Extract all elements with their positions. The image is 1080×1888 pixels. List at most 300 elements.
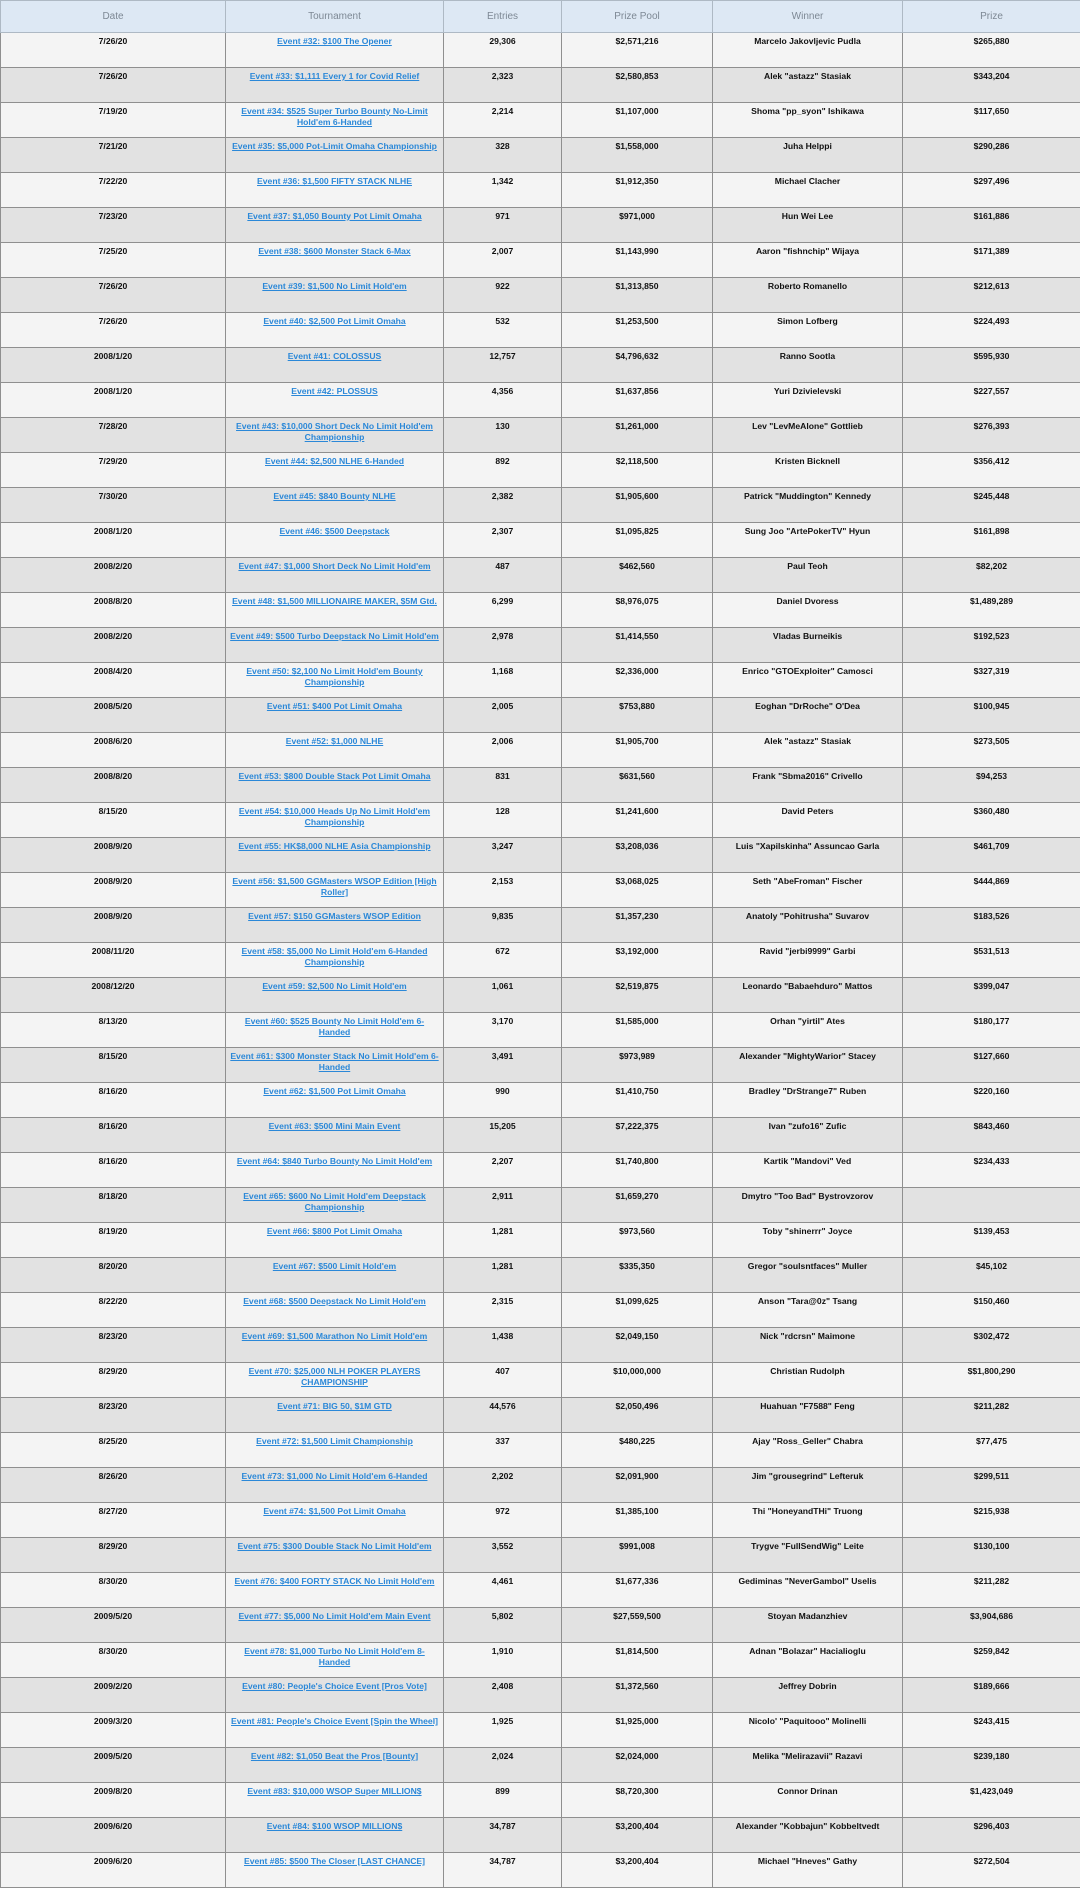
entries-cell: 2,207 xyxy=(444,1153,562,1188)
winner-cell: Stoyan Madanzhiev xyxy=(713,1608,903,1643)
table-row xyxy=(1,908,1080,943)
entries-cell: 15,205 xyxy=(444,1118,562,1153)
prize-cell: $843,460 xyxy=(903,1118,1080,1153)
table-row xyxy=(1,803,1080,838)
column-header-entries[interactable]: Entries xyxy=(444,1,562,33)
tournament-link[interactable]: Event #54: $10,000 Heads Up No Limit Hold'em Championship xyxy=(239,806,430,827)
prize-cell: $234,433 xyxy=(903,1153,1080,1188)
entries-cell: 2,214 xyxy=(444,103,562,138)
prize-cell: $215,938 xyxy=(903,1503,1080,1538)
prize-pool-cell: $1,095,825 xyxy=(562,523,713,558)
tournament-link[interactable]: Event #74: $1,500 Pot Limit Omaha xyxy=(263,1506,405,1516)
table-row xyxy=(1,68,1080,103)
date-cell: 2008/9/20 xyxy=(1,838,226,873)
prize-pool-cell: $1,372,560 xyxy=(562,1678,713,1713)
table-row xyxy=(1,1538,1080,1573)
prize-pool-cell: $2,571,216 xyxy=(562,33,713,68)
prize-pool-cell: $1,414,550 xyxy=(562,628,713,663)
prize-pool-cell: $2,118,500 xyxy=(562,453,713,488)
entries-cell: 3,170 xyxy=(444,1013,562,1048)
prize-pool-cell: $2,091,900 xyxy=(562,1468,713,1503)
winner-cell: Vladas Burneikis xyxy=(713,628,903,663)
tournament-cell xyxy=(226,1363,444,1398)
winner-cell: Alek "astazz" Stasiak xyxy=(713,68,903,103)
tournament-link[interactable]: Event #53: $800 Double Stack Pot Limit Omaha xyxy=(239,771,431,781)
tournament-cell xyxy=(226,1818,444,1853)
prize-cell: $531,513 xyxy=(903,943,1080,978)
table-row xyxy=(1,558,1080,593)
tournament-cell xyxy=(226,33,444,68)
entries-cell: 3,552 xyxy=(444,1538,562,1573)
winner-cell: Kristen Bicknell xyxy=(713,453,903,488)
winner-cell: Gediminas "NeverGambol" Uselis xyxy=(713,1573,903,1608)
winner-cell: Trygve "FullSendWig" Leite xyxy=(713,1538,903,1573)
date-cell: 2008/12/20 xyxy=(1,978,226,1013)
tournament-cell xyxy=(226,768,444,803)
date-cell: 2008/1/20 xyxy=(1,348,226,383)
date-cell: 8/16/20 xyxy=(1,1083,226,1118)
prize-pool-cell: $1,261,000 xyxy=(562,418,713,453)
winner-cell: Dmytro "Too Bad" Bystrovzorov xyxy=(713,1188,903,1223)
prize-pool-cell: $1,143,990 xyxy=(562,243,713,278)
date-cell: 8/27/20 xyxy=(1,1503,226,1538)
winner-cell: Lev "LevMeAlone" Gottlieb xyxy=(713,418,903,453)
tournament-cell xyxy=(226,803,444,838)
entries-cell: 1,281 xyxy=(444,1258,562,1293)
table-row xyxy=(1,943,1080,978)
tournament-link[interactable]: Event #58: $5,000 No Limit Hold'em 6-Handed Championship xyxy=(242,946,428,967)
tournament-cell xyxy=(226,1118,444,1153)
tournament-link[interactable]: Event #40: $2,500 Pot Limit Omaha xyxy=(263,316,405,326)
date-cell: 2008/2/20 xyxy=(1,558,226,593)
table-row xyxy=(1,1818,1080,1853)
prize-pool-cell: $3,192,000 xyxy=(562,943,713,978)
prize-pool-cell: $1,740,800 xyxy=(562,1153,713,1188)
tournament-link[interactable]: Event #83: $10,000 WSOP Super MILLION$ xyxy=(247,1786,421,1796)
tournament-link[interactable]: Event #56: $1,500 GGMasters WSOP Edition [High Roller] xyxy=(232,876,436,897)
entries-cell: 407 xyxy=(444,1363,562,1398)
winner-cell: Alek "astazz" Stasiak xyxy=(713,733,903,768)
winner-cell: Jeffrey Dobrin xyxy=(713,1678,903,1713)
entries-cell: 1,061 xyxy=(444,978,562,1013)
prize-pool-cell: $2,336,000 xyxy=(562,663,713,698)
prize-pool-cell: $1,814,500 xyxy=(562,1643,713,1678)
prize-cell: $259,842 xyxy=(903,1643,1080,1678)
prize-cell: $265,880 xyxy=(903,33,1080,68)
date-cell: 7/30/20 xyxy=(1,488,226,523)
prize-pool-cell: $3,068,025 xyxy=(562,873,713,908)
winner-cell: Connor Drinan xyxy=(713,1783,903,1818)
entries-cell: 2,382 xyxy=(444,488,562,523)
tournament-link[interactable]: Event #78: $1,000 Turbo No Limit Hold'em 8-Handed xyxy=(244,1646,425,1667)
entries-cell: 5,802 xyxy=(444,1608,562,1643)
prize-pool-cell: $1,099,625 xyxy=(562,1293,713,1328)
prize-cell: $77,475 xyxy=(903,1433,1080,1468)
date-cell: 2008/8/20 xyxy=(1,768,226,803)
tournament-cell xyxy=(226,1678,444,1713)
table-row xyxy=(1,103,1080,138)
prize-cell: $94,253 xyxy=(903,768,1080,803)
tournament-link[interactable]: Event #34: $525 Super Turbo Bounty No-Limit Hold'em 6-Handed xyxy=(241,106,428,127)
prize-cell: $356,412 xyxy=(903,453,1080,488)
winner-cell: Alexander "MightyWarior" Stacey xyxy=(713,1048,903,1083)
prize-cell: $150,460 xyxy=(903,1293,1080,1328)
tournament-cell xyxy=(226,1608,444,1643)
winner-cell: Luis "Xapilskinha" Assuncao Garla xyxy=(713,838,903,873)
date-cell: 8/15/20 xyxy=(1,1048,226,1083)
tournament-cell xyxy=(226,1083,444,1118)
prize-cell: $360,480 xyxy=(903,803,1080,838)
tournament-link[interactable]: Event #68: $500 Deepstack No Limit Hold'em xyxy=(243,1296,426,1306)
entries-cell: 337 xyxy=(444,1433,562,1468)
date-cell: 2008/9/20 xyxy=(1,873,226,908)
prize-cell: $3,904,686 xyxy=(903,1608,1080,1643)
table-row xyxy=(1,1083,1080,1118)
prize-pool-cell: $1,925,000 xyxy=(562,1713,713,1748)
prize-pool-cell: $10,000,000 xyxy=(562,1363,713,1398)
entries-cell: 128 xyxy=(444,803,562,838)
table-row xyxy=(1,1398,1080,1433)
column-header-winner[interactable]: Winner xyxy=(713,1,903,33)
table-row xyxy=(1,873,1080,908)
prize-pool-cell: $1,107,000 xyxy=(562,103,713,138)
column-header-prize-pool[interactable]: Prize Pool xyxy=(562,1,713,33)
winner-cell: Ajay "Ross_Geller" Chabra xyxy=(713,1433,903,1468)
tournament-link[interactable]: Event #41: COLOSSUS xyxy=(288,351,382,361)
prize-pool-cell: $462,560 xyxy=(562,558,713,593)
winner-cell: Sung Joo "ArtePokerTV" Hyun xyxy=(713,523,903,558)
date-cell: 8/22/20 xyxy=(1,1293,226,1328)
tournament-cell xyxy=(226,698,444,733)
tournament-link[interactable]: Event #77: $5,000 No Limit Hold'em Main Event xyxy=(238,1611,430,1621)
table-row xyxy=(1,208,1080,243)
winner-cell: Marcelo Jakovljevic Pudla xyxy=(713,33,903,68)
winner-cell: Ravid "jerbi9999" Garbi xyxy=(713,943,903,978)
date-cell: 7/29/20 xyxy=(1,453,226,488)
table-row xyxy=(1,1468,1080,1503)
table-row xyxy=(1,593,1080,628)
prize-pool-cell: $973,989 xyxy=(562,1048,713,1083)
tournament-link[interactable]: Event #82: $1,050 Beat the Pros [Bounty] xyxy=(251,1751,418,1761)
date-cell: 8/16/20 xyxy=(1,1153,226,1188)
entries-cell: 672 xyxy=(444,943,562,978)
table-row xyxy=(1,1048,1080,1083)
tournament-cell xyxy=(226,208,444,243)
entries-cell: 922 xyxy=(444,278,562,313)
prize-cell: $302,472 xyxy=(903,1328,1080,1363)
tournament-link[interactable]: Event #55: HK$8,000 NLHE Asia Championship xyxy=(238,841,430,851)
table-row xyxy=(1,838,1080,873)
tournament-link[interactable]: Event #75: $300 Double Stack No Limit Hold'em xyxy=(237,1541,431,1551)
tournament-cell xyxy=(226,1433,444,1468)
tournament-link[interactable]: Event #33: $1,111 Every 1 for Covid Relief xyxy=(250,71,420,81)
date-cell: 2009/5/20 xyxy=(1,1748,226,1783)
column-header-prize[interactable]: Prize xyxy=(903,1,1080,33)
prize-cell: $245,448 xyxy=(903,488,1080,523)
prize-cell: $296,403 xyxy=(903,1818,1080,1853)
winner-cell: Hun Wei Lee xyxy=(713,208,903,243)
winner-cell: Anatoly "Pohitrusha" Suvarov xyxy=(713,908,903,943)
winner-cell: Thi "HoneyandTHi" Truong xyxy=(713,1503,903,1538)
prize-pool-cell: $8,976,075 xyxy=(562,593,713,628)
prize-cell: $299,511 xyxy=(903,1468,1080,1503)
prize-pool-cell: $7,222,375 xyxy=(562,1118,713,1153)
entries-cell: 2,153 xyxy=(444,873,562,908)
tournament-link[interactable]: Event #62: $1,500 Pot Limit Omaha xyxy=(263,1086,405,1096)
prize-cell: $290,286 xyxy=(903,138,1080,173)
tournament-cell xyxy=(226,943,444,978)
prize-cell: $272,504 xyxy=(903,1853,1080,1888)
prize-pool-cell: $1,410,750 xyxy=(562,1083,713,1118)
date-cell: 7/22/20 xyxy=(1,173,226,208)
tournament-link[interactable]: Event #71: BIG 50, $1M GTD xyxy=(277,1401,392,1411)
table-row xyxy=(1,1188,1080,1223)
prize-pool-cell: $1,637,856 xyxy=(562,383,713,418)
tournament-link[interactable]: Event #43: $10,000 Short Deck No Limit Hold'em Championship xyxy=(236,421,433,442)
entries-cell: 2,911 xyxy=(444,1188,562,1223)
prize-cell: $243,415 xyxy=(903,1713,1080,1748)
table-row xyxy=(1,1223,1080,1258)
prize-cell: $461,709 xyxy=(903,838,1080,873)
prize-pool-cell: $1,313,850 xyxy=(562,278,713,313)
winner-cell: Enrico "GTOExploiter" Camosci xyxy=(713,663,903,698)
prize-pool-cell: $3,200,404 xyxy=(562,1818,713,1853)
tournament-link[interactable]: Event #44: $2,500 NLHE 6-Handed xyxy=(265,456,404,466)
table-row xyxy=(1,278,1080,313)
winner-cell: Paul Teoh xyxy=(713,558,903,593)
entries-cell: 6,299 xyxy=(444,593,562,628)
prize-cell: $1,489,289 xyxy=(903,593,1080,628)
prize-pool-cell: $1,385,100 xyxy=(562,1503,713,1538)
date-cell: 2008/4/20 xyxy=(1,663,226,698)
tournament-link[interactable]: Event #60: $525 Bounty No Limit Hold'em 6-Handed xyxy=(245,1016,424,1037)
date-cell: 7/25/20 xyxy=(1,243,226,278)
date-cell: 2009/2/20 xyxy=(1,1678,226,1713)
prize-pool-cell: $335,350 xyxy=(562,1258,713,1293)
table-row xyxy=(1,138,1080,173)
prize-cell: $$1,800,290 xyxy=(903,1363,1080,1398)
prize-cell: $227,557 xyxy=(903,383,1080,418)
entries-cell: 2,408 xyxy=(444,1678,562,1713)
tournament-link[interactable]: Event #72: $1,500 Limit Championship xyxy=(256,1436,413,1446)
tournament-link[interactable]: Event #49: $500 Turbo Deepstack No Limit Hold'em xyxy=(230,631,439,641)
prize-pool-cell: $4,796,632 xyxy=(562,348,713,383)
date-cell: 2008/6/20 xyxy=(1,733,226,768)
table-row xyxy=(1,1118,1080,1153)
prize-pool-cell: $1,558,000 xyxy=(562,138,713,173)
entries-cell: 487 xyxy=(444,558,562,593)
prize-cell: $239,180 xyxy=(903,1748,1080,1783)
tournament-cell xyxy=(226,383,444,418)
prize-pool-cell: $631,560 xyxy=(562,768,713,803)
entries-cell: 2,978 xyxy=(444,628,562,663)
table-row xyxy=(1,33,1080,68)
tournament-link[interactable]: Event #64: $840 Turbo Bounty No Limit Hold'em xyxy=(237,1156,432,1166)
prize-pool-cell: $1,241,600 xyxy=(562,803,713,838)
table-row xyxy=(1,1503,1080,1538)
tournament-cell xyxy=(226,523,444,558)
prize-cell: $100,945 xyxy=(903,698,1080,733)
prize-cell: $220,160 xyxy=(903,1083,1080,1118)
winner-cell: Shoma "pp_syon" Ishikawa xyxy=(713,103,903,138)
prize-pool-cell: $1,677,336 xyxy=(562,1573,713,1608)
prize-cell: $273,505 xyxy=(903,733,1080,768)
tournament-link[interactable]: Event #50: $2,100 No Limit Hold'em Bounty Championship xyxy=(246,666,422,687)
winner-cell: Gregor "soulsntfaces" Muller xyxy=(713,1258,903,1293)
tournament-link[interactable]: Event #67: $500 Limit Hold'em xyxy=(273,1261,396,1271)
tournament-cell xyxy=(226,1713,444,1748)
date-cell: 8/23/20 xyxy=(1,1328,226,1363)
prize-pool-cell: $973,560 xyxy=(562,1223,713,1258)
tournament-cell xyxy=(226,1013,444,1048)
winner-cell: Seth "AbeFroman" Fischer xyxy=(713,873,903,908)
date-cell: 2008/8/20 xyxy=(1,593,226,628)
date-cell: 2008/2/20 xyxy=(1,628,226,663)
table-row xyxy=(1,453,1080,488)
table-row xyxy=(1,1258,1080,1293)
winner-cell: Christian Rudolph xyxy=(713,1363,903,1398)
table-row xyxy=(1,1153,1080,1188)
tournament-link[interactable]: Event #69: $1,500 Marathon No Limit Hold'em xyxy=(242,1331,427,1341)
table-row xyxy=(1,243,1080,278)
column-header-tournament[interactable]: Tournament xyxy=(226,1,444,33)
table-row xyxy=(1,698,1080,733)
prize-pool-cell: $2,049,150 xyxy=(562,1328,713,1363)
entries-cell: 12,757 xyxy=(444,348,562,383)
tournament-link[interactable]: Event #51: $400 Pot Limit Omaha xyxy=(267,701,402,711)
tournament-cell xyxy=(226,1048,444,1083)
prize-pool-cell: $3,208,036 xyxy=(562,838,713,873)
tournament-link[interactable]: Event #65: $600 No Limit Hold'em Deepstack Championship xyxy=(243,1191,426,1212)
tournament-cell xyxy=(226,838,444,873)
tournament-cell xyxy=(226,1573,444,1608)
entries-cell: 4,356 xyxy=(444,383,562,418)
tournament-link[interactable]: Event #85: $500 The Closer [LAST CHANCE] xyxy=(244,1856,425,1866)
prize-cell: $117,650 xyxy=(903,103,1080,138)
entries-cell: 2,007 xyxy=(444,243,562,278)
tournament-cell xyxy=(226,558,444,593)
prize-cell: $327,319 xyxy=(903,663,1080,698)
entries-cell: 2,202 xyxy=(444,1468,562,1503)
tournament-cell xyxy=(226,1783,444,1818)
table-row xyxy=(1,1643,1080,1678)
prize-cell: $211,282 xyxy=(903,1398,1080,1433)
date-cell: 2009/6/20 xyxy=(1,1818,226,1853)
date-cell: 8/15/20 xyxy=(1,803,226,838)
prize-cell: $276,393 xyxy=(903,418,1080,453)
entries-cell: 9,835 xyxy=(444,908,562,943)
entries-cell: 130 xyxy=(444,418,562,453)
winner-cell: Eoghan "DrRoche" O'Dea xyxy=(713,698,903,733)
tournament-link[interactable]: Event #36: $1,500 FIFTY STACK NLHE xyxy=(257,176,412,186)
date-cell: 7/28/20 xyxy=(1,418,226,453)
tournament-link[interactable]: Event #48: $1,500 MILLIONAIRE MAKER, $5M Gtd. xyxy=(232,596,437,606)
tournament-link[interactable]: Event #81: People's Choice Event [Spin the Wheel] xyxy=(231,1716,438,1726)
tournament-cell xyxy=(226,1468,444,1503)
tournament-cell xyxy=(226,278,444,313)
prize-cell: $212,613 xyxy=(903,278,1080,313)
tournament-link[interactable]: Event #73: $1,000 No Limit Hold'em 6-Handed xyxy=(242,1471,428,1481)
date-cell: 2008/11/20 xyxy=(1,943,226,978)
entries-cell: 328 xyxy=(444,138,562,173)
winner-cell: Yuri Dzivielevski xyxy=(713,383,903,418)
entries-cell: 1,281 xyxy=(444,1223,562,1258)
table-row xyxy=(1,1853,1080,1888)
winner-cell: Ranno Sootla xyxy=(713,348,903,383)
tournament-link[interactable]: Event #37: $1,050 Bounty Pot Limit Omaha xyxy=(247,211,421,221)
table-row xyxy=(1,1433,1080,1468)
winner-cell: Anson "Tara@0z" Tsang xyxy=(713,1293,903,1328)
tournament-link[interactable]: Event #35: $5,000 Pot-Limit Omaha Championship xyxy=(232,141,437,151)
entries-cell: 1,438 xyxy=(444,1328,562,1363)
prize-cell: $180,177 xyxy=(903,1013,1080,1048)
prize-pool-cell: $753,880 xyxy=(562,698,713,733)
tournament-link[interactable]: Event #70: $25,000 NLH POKER PLAYERS CHAMPIONSHIP xyxy=(249,1366,421,1387)
prize-cell: $161,886 xyxy=(903,208,1080,243)
column-header-date[interactable]: Date xyxy=(1,1,226,33)
tournament-link[interactable]: Event #45: $840 Bounty NLHE xyxy=(273,491,395,501)
prize-pool-cell: $2,050,496 xyxy=(562,1398,713,1433)
tournament-link[interactable]: Event #46: $500 Deepstack xyxy=(280,526,390,536)
tournament-cell xyxy=(226,1853,444,1888)
tournament-link[interactable]: Event #66: $800 Pot Limit Omaha xyxy=(267,1226,402,1236)
prize-pool-cell: $1,253,500 xyxy=(562,313,713,348)
tournament-link[interactable]: Event #38: $600 Monster Stack 6-Max xyxy=(258,246,410,256)
table-row xyxy=(1,1748,1080,1783)
entries-cell: 2,024 xyxy=(444,1748,562,1783)
prize-cell: $399,047 xyxy=(903,978,1080,1013)
tournament-link[interactable]: Event #57: $150 GGMasters WSOP Edition xyxy=(248,911,421,921)
tournament-link[interactable]: Event #32: $100 The Opener xyxy=(277,36,392,46)
tournament-link[interactable]: Event #52: $1,000 NLHE xyxy=(286,736,383,746)
entries-cell: 2,307 xyxy=(444,523,562,558)
tournament-cell xyxy=(226,1538,444,1573)
entries-cell: 3,491 xyxy=(444,1048,562,1083)
tournament-link[interactable]: Event #39: $1,500 No Limit Hold'em xyxy=(262,281,406,291)
tournament-link[interactable]: Event #76: $400 FORTY STACK No Limit Hold'em xyxy=(235,1576,435,1586)
tournament-link[interactable]: Event #63: $500 Mini Main Event xyxy=(269,1121,401,1131)
table-row xyxy=(1,1363,1080,1398)
prize-pool-cell: $1,585,000 xyxy=(562,1013,713,1048)
table-row xyxy=(1,173,1080,208)
table-row xyxy=(1,488,1080,523)
tournament-link[interactable]: Event #61: $300 Monster Stack No Limit Hold'em 6-Handed xyxy=(230,1051,438,1072)
winner-cell: Juha Helppi xyxy=(713,138,903,173)
tournament-cell xyxy=(226,1293,444,1328)
tournament-cell xyxy=(226,1258,444,1293)
date-cell: 2008/1/20 xyxy=(1,523,226,558)
entries-cell: 831 xyxy=(444,768,562,803)
date-cell: 8/16/20 xyxy=(1,1118,226,1153)
entries-cell: 4,461 xyxy=(444,1573,562,1608)
tournament-link[interactable]: Event #84: $100 WSOP MILLION$ xyxy=(267,1821,402,1831)
date-cell: 2009/6/20 xyxy=(1,1853,226,1888)
tournament-link[interactable]: Event #80: People's Choice Event [Pros Vote] xyxy=(242,1681,427,1691)
entries-cell: 972 xyxy=(444,1503,562,1538)
tournament-link[interactable]: Event #47: $1,000 Short Deck No Limit Hold'em xyxy=(238,561,430,571)
winner-cell: Huahuan "F7588" Feng xyxy=(713,1398,903,1433)
tournament-cell xyxy=(226,663,444,698)
tournament-link[interactable]: Event #42: PLOSSUS xyxy=(291,386,377,396)
date-cell: 2009/8/20 xyxy=(1,1783,226,1818)
table-row xyxy=(1,768,1080,803)
tournament-link[interactable]: Event #59: $2,500 No Limit Hold'em xyxy=(262,981,406,991)
prize-cell: $1,423,049 xyxy=(903,1783,1080,1818)
date-cell: 8/20/20 xyxy=(1,1258,226,1293)
winner-cell: Patrick "Muddington" Kennedy xyxy=(713,488,903,523)
prize-cell: $127,660 xyxy=(903,1048,1080,1083)
entries-cell: 1,925 xyxy=(444,1713,562,1748)
